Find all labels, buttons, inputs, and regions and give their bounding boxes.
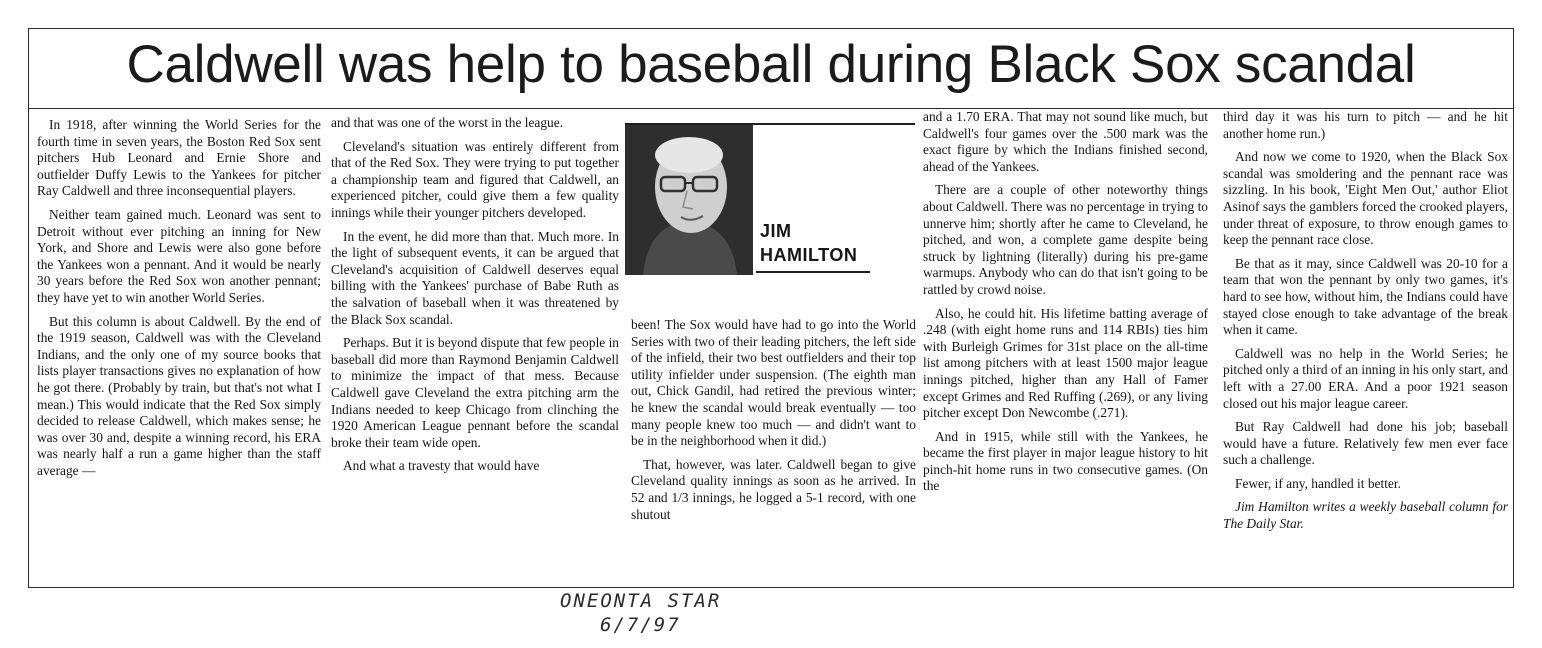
paragraph: Perhaps. But it is beyond dispute that few people in baseball did more than Raymond Benjamin Caldwell to minimize the impact of that mess. Because Caldwell gave Cleveland the extra pitching arm the Indians needed to keep Chicago from clinching the 1920 American League pennant before the scandal broke their team wide open. (331, 335, 619, 450)
article-column-2 (331, 115, 619, 482)
paragraph: And in 1915, while still with the Yankees, he became the first player in major league history to hit pinch-hit home runs in two consecutive games. (On the (923, 428, 1208, 494)
author-tagline: Jim Hamilton writes a weekly baseball column for The Daily Star. (1223, 499, 1508, 532)
handwritten-date: 6/7/97 (600, 614, 681, 636)
article-column-3 (631, 317, 916, 530)
headline: Caldwell was help to baseball during Black Sox scandal (126, 35, 1416, 94)
paragraph: and a 1.70 ERA. That may not sound like much, but Caldwell's four games over the .500 mark was the exact figure by which the Indians finished second, ahead of the Yankees. (923, 109, 1208, 174)
handwritten-source: ONEONTA STAR (560, 590, 722, 612)
article-column-4 (923, 109, 1208, 502)
paragraph: And what a travesty that would have (343, 458, 540, 474)
paragraph: been! The Sox would have had to go into the World Series with two of their leading pitchers, the left side of the infield, their two best outfielders and their top utility infielder under suspension. (The eighth man out, Chick Gandil, had retired the previous winter; he knew the scandal would break eventually — too many people knew too much — and didn't want to be in the neighborhood when it did.) (631, 317, 916, 449)
portrait-image (625, 125, 753, 275)
paragraph: and that was one of the worst in the league. (331, 115, 564, 130)
paragraph: Neither team gained much. Leonard was sent to Detroit without ever pitching an inning for New York, and Shore and Lewis were also gone before the Yankees won a pennant. And it would be nearly 30 years before the Red Sox won another pennant; they have yet to win another World Series. (37, 206, 321, 305)
byline-box (625, 125, 915, 275)
paragraph: Be that as it may, since Caldwell was 20-10 for a team that won the pennant by only two games, it's hard to see how, without him, the Indians could have stayed close enough to take advantage of the break when it came. (1223, 255, 1508, 338)
paragraph: Also, he could hit. His lifetime batting average of .248 (with eight home runs and 114 RBIs) ties him with Burleigh Grimes for 31st place on the all-time list among pitchers with at least 1500 major league innings pitched, higher than any Hall of Famer except Grimes and Red Ruffing (.269), or any living pitcher except Don Newcombe (.271). (923, 305, 1208, 421)
columnist-photo (625, 125, 753, 275)
paragraph: But Ray Caldwell had done his job; baseball would have a future. Relatively few men ever face such a challenge. (1223, 419, 1508, 468)
paragraph: third day it was his turn to pitch — and he hit another home run.) (1223, 109, 1508, 141)
newspaper-clipping (28, 28, 1514, 588)
byline-name (760, 219, 857, 267)
paragraph: Cleveland's situation was entirely different from that of the Red Sox. They were trying to put together a championship team and figured that Caldwell, an experienced pitcher, could give them a few quality innings while their younger pitchers developed. (331, 138, 619, 220)
paragraph: Caldwell was no help in the World Series; he pitched only a third of an inning in his only start, and left with a 27.00 ERA. And a poor 1921 season closed out his major league career. (1223, 345, 1508, 411)
paragraph: In the event, he did more than that. Much more. In the light of subsequent events, it can be argued that Cleveland's acquisition of Caldwell deserves equal billing with the Yankees' purchase of Babe Ruth as the salvation of baseball when it was threatened by the Black Sox scandal. (331, 228, 619, 327)
article-column-1 (37, 117, 321, 486)
paragraph: In 1918, after winning the World Series for the fourth time in seven years, the Boston Red Sox sent pitchers Hub Leonard and Ernie Shore and outfielder Duffy Lewis to the Yankees for pitcher Ray Caldwell and three inconsequential players. (37, 117, 321, 199)
byline-bottom-rule (756, 271, 870, 273)
byline-first-name: JIM (760, 221, 792, 241)
paragraph: But this column is about Caldwell. By the end of the 1919 season, Caldwell was with the Cleveland Indians, and the only one of my source books that lists player transactions gives no explanation of how he got there. (Probably by train, but that's not what I mean.) This would indicate that the Red Sox simply decided to release Caldwell, which makes sense; he was over 30 and, despite a winning record, his ERA was nearly half a run a game higher than the staff average — (37, 313, 321, 478)
article-column-5 (1223, 109, 1508, 540)
paragraph: That, however, was later. Caldwell began to give Cleveland quality innings as soon as he arrived. In 52 and 1/3 innings, he logged a 5-1 record, with one shutout (631, 456, 916, 522)
paragraph: And now we come to 1920, when the Black Sox scandal was smoldering and the pennant race was sizzling. In his book, 'Eight Men Out,' author Eliot Asinof says the gamblers forced the crooked players, under threat of exposure, to throw enough games to keep the pennant race close. (1223, 149, 1508, 248)
byline-last-name: HAMILTON (760, 245, 858, 265)
paragraph: Fewer, if any, handled it better. (1235, 475, 1401, 491)
paragraph: There are a couple of other noteworthy things about Caldwell. There was no percentage in trying to unnerve him; shortly after he came to Cleveland, he pitched, and won, a complete game despite being struck by lightning (literally) during his pre-game warmups. Anybody who can do that isn't going to be rattled by crowd noise. (923, 182, 1208, 297)
